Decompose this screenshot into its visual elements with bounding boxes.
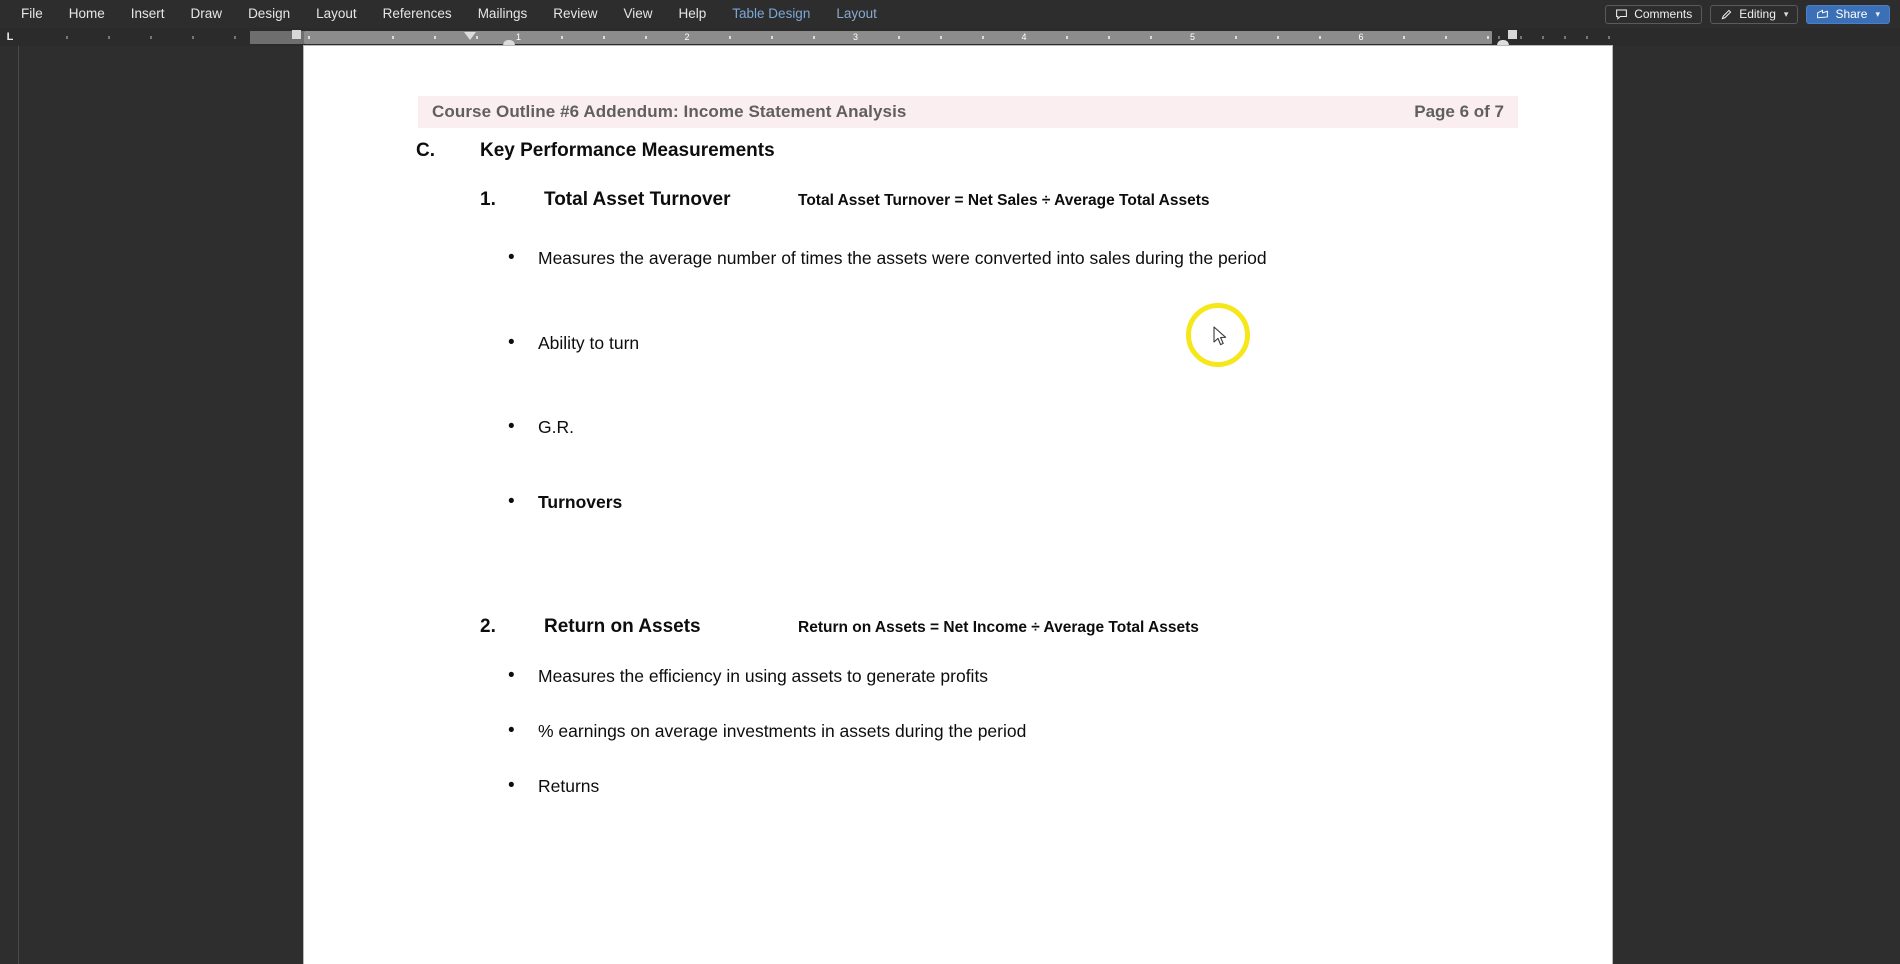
ribbon-tab-insert[interactable]: Insert (130, 6, 165, 21)
ruler-number-3: 3 (852, 32, 859, 42)
ruler-tick (234, 36, 236, 39)
bullet-item (508, 663, 1612, 689)
item-formula: Return on Assets = Net Income ÷ Average Total Assets (798, 619, 1199, 636)
ribbon-tab-draw[interactable]: Draw (190, 6, 223, 21)
ruler-tick (1066, 36, 1068, 39)
ruler-tick (561, 36, 563, 39)
editing-mode-button[interactable] (1710, 5, 1798, 24)
ruler-tick (603, 36, 605, 39)
ruler-number-6: 6 (1358, 32, 1364, 42)
ribbon-right-actions (1605, 0, 1894, 28)
bullet-item (508, 718, 1612, 744)
bullet-text: Returns (538, 776, 600, 796)
bullet-marker: • (508, 332, 515, 353)
comments-button[interactable] (1605, 5, 1702, 24)
document-workspace (0, 46, 1900, 964)
numbered-item-row (480, 189, 1612, 211)
bullet-text: Measures the average number of times the assets were converted into sales during the period (538, 248, 1267, 268)
ruler-tick (1277, 36, 1279, 39)
ruler-tick (150, 36, 152, 39)
ribbon-tab-help[interactable]: Help (678, 6, 707, 21)
ruler-tick (1319, 36, 1321, 39)
ruler-tick (1586, 36, 1588, 39)
ruler-left-indent-grip[interactable] (292, 30, 301, 39)
bullet-text: Turnovers (538, 492, 623, 512)
ruler-tick (1403, 36, 1405, 39)
section-heading-text: Key Performance Measurements (480, 140, 775, 161)
ruler-tick (1108, 36, 1110, 39)
ruler-number-2: 2 (684, 32, 690, 42)
bullet-text: G.R. (538, 417, 574, 437)
ruler-tick (1564, 36, 1566, 39)
chevron-down-icon: ▾ (1875, 8, 1880, 19)
ribbon-tab-list (0, 0, 890, 28)
bullet-marker: • (508, 665, 515, 686)
ruler-tick (476, 36, 478, 39)
share-icon (1816, 8, 1829, 21)
ruler-right-indent-grip[interactable] (1508, 30, 1517, 39)
bullet-marker: • (508, 247, 515, 268)
document-header-title: Course Outline #6 Addendum: Income Statement Analysis (432, 102, 907, 121)
bullet-item (508, 489, 1612, 515)
comment-icon (1615, 8, 1628, 21)
ribbon-tab-layout[interactable]: Layout (316, 6, 357, 21)
bullet-text: Ability to turn (538, 333, 640, 353)
section-heading-row (416, 140, 1612, 162)
ruler-tick (898, 36, 900, 39)
left-pane-divider (18, 46, 19, 964)
ruler-tick (940, 36, 942, 39)
item-title: Total Asset Turnover (544, 189, 731, 210)
first-line-indent-marker[interactable] (464, 32, 476, 40)
ribbon-tab-home[interactable]: Home (68, 6, 105, 21)
tab-stop-selector[interactable]: L (6, 31, 14, 43)
item-number: 2. (480, 616, 496, 637)
ruler-number-4: 4 (1021, 32, 1027, 42)
ribbon-tab-review[interactable]: Review (553, 6, 598, 21)
item-title: Return on Assets (544, 616, 701, 637)
ribbon-bar (0, 0, 1900, 28)
pencil-icon (1720, 8, 1733, 21)
ribbon-tab-design[interactable]: Design (248, 6, 291, 21)
item-formula: Total Asset Turnover = Net Sales ÷ Average Total Assets (798, 192, 1210, 209)
ruler-tick (66, 36, 68, 39)
bullet-item (508, 414, 1612, 440)
horizontal-ruler[interactable] (304, 31, 1492, 44)
ruler-tick (1445, 36, 1447, 39)
ribbon-tab-view[interactable]: View (623, 6, 653, 21)
bullet-item (508, 330, 1612, 356)
ruler-tick (1150, 36, 1152, 39)
bullet-text: Measures the efficiency in using assets to generate profits (538, 666, 989, 686)
document-header-band (418, 96, 1518, 128)
bullet-text: % earnings on average investments in assets during the period (538, 721, 1027, 741)
bullet-marker: • (508, 775, 515, 796)
bullet-marker: • (508, 416, 515, 437)
numbered-items-host (304, 189, 1612, 799)
ruler-tick (308, 36, 310, 39)
ribbon-tab-references[interactable]: References (382, 6, 452, 21)
comments-label: Comments (1634, 7, 1693, 21)
section-letter: C. (416, 140, 435, 161)
ruler-tick (1498, 36, 1500, 39)
ruler-tick (1542, 36, 1544, 39)
ruler-tick (729, 36, 731, 39)
ribbon-tab-mailings[interactable]: Mailings (477, 6, 528, 21)
ruler-tick (392, 36, 394, 39)
ruler-row (0, 28, 1900, 46)
ruler-tick (1487, 36, 1489, 39)
document-body (304, 140, 1612, 799)
ruler-tick (1235, 36, 1237, 39)
ruler-tick (645, 36, 647, 39)
ruler-tick (108, 36, 110, 39)
ruler-tick (771, 36, 773, 39)
ruler-tick (192, 36, 194, 39)
share-label: Share (1835, 7, 1868, 21)
bullet-marker: • (508, 491, 515, 512)
ruler-tick (434, 36, 436, 39)
ribbon-tab-file[interactable]: File (21, 6, 43, 21)
ruler-number-1: 1 (515, 32, 522, 42)
document-page[interactable] (304, 46, 1612, 964)
bullet-item (508, 773, 1612, 799)
share-button[interactable] (1806, 5, 1890, 24)
ribbon-tab-table-design[interactable]: Table Design (732, 6, 811, 21)
bullet-item (508, 245, 1612, 271)
ruler-tick (813, 36, 815, 39)
ruler-tick (1608, 36, 1610, 39)
item-number: 1. (480, 189, 496, 210)
editing-label: Editing (1739, 7, 1776, 21)
ruler-tick (982, 36, 984, 39)
ribbon-tab-layout[interactable]: Layout (836, 6, 877, 21)
document-page-number: Page 6 of 7 (1414, 102, 1504, 121)
ruler-tick (1520, 36, 1522, 39)
ruler-number-5: 5 (1189, 32, 1196, 42)
bullet-marker: • (508, 720, 515, 741)
numbered-item-row (480, 616, 1612, 638)
chevron-down-icon: ▾ (1783, 8, 1789, 19)
